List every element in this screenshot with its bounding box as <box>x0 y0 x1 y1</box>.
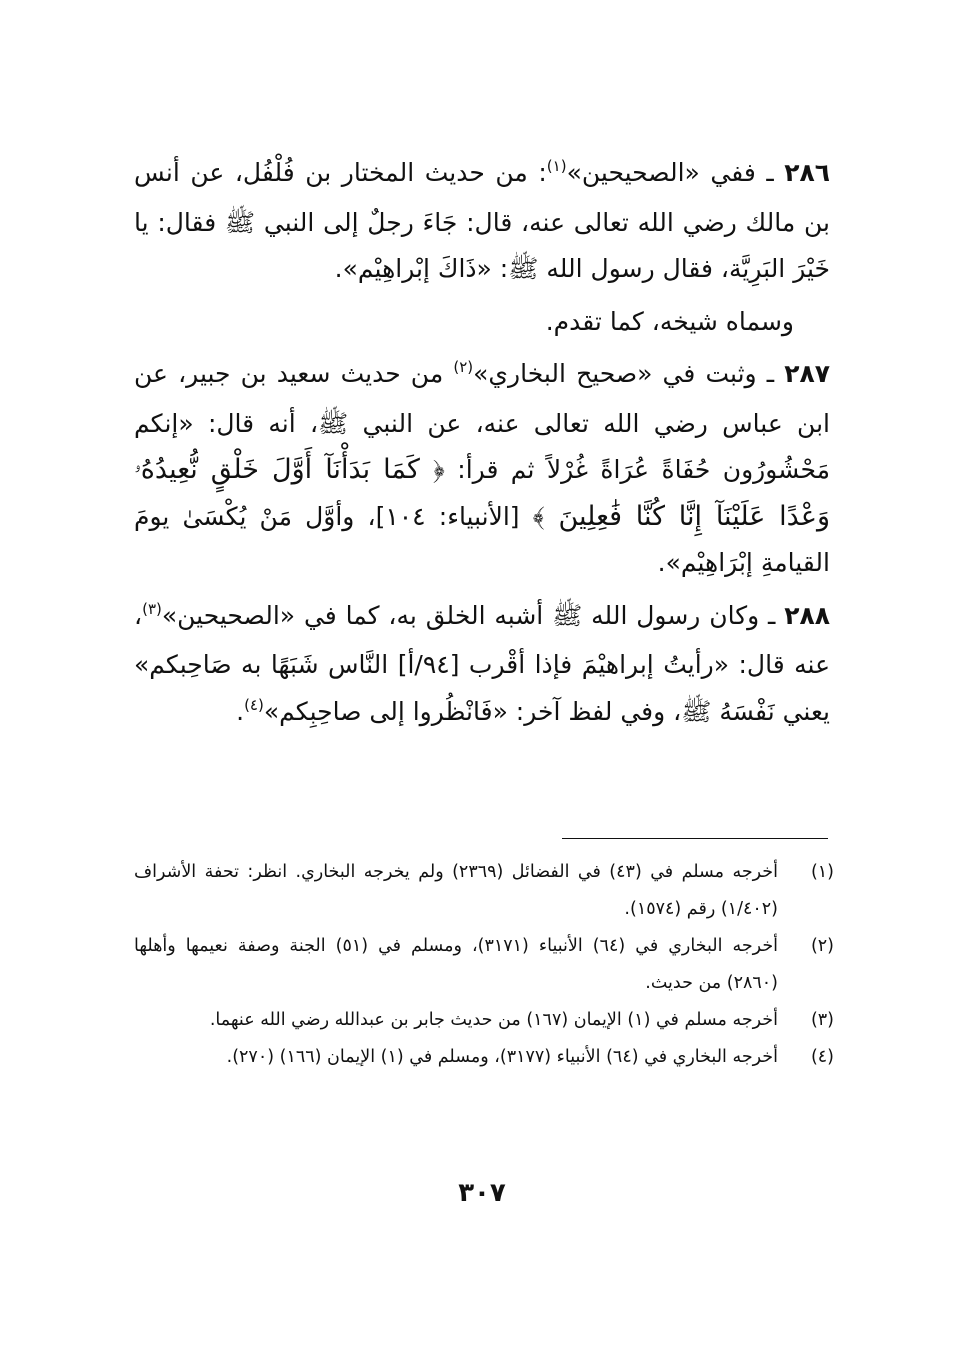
paragraph-text: ـ وثبت في «صحيح البخاري» <box>473 359 785 388</box>
footnote <box>134 1039 834 1076</box>
footnotes <box>134 854 834 1076</box>
footnote-text: أخرجه البخاري في (٦٤) الأنبياء (٣١٧١)، ومسلم في (٥١) الجنة وصفة نعيمها وأهلها (٢٨٦٠) من حديث. <box>134 936 779 993</box>
paragraph-286 <box>134 150 830 293</box>
paragraph-text: ـ ففي «الصحيحين» <box>566 158 785 187</box>
footnote-number: (٣) <box>810 1010 834 1030</box>
paragraph-number: ٢٨٧ <box>784 359 830 388</box>
paragraph-text: ـ وكان رسول الله ﷺ أشبه الخلق به، كما في «الصحيحين» <box>161 600 785 630</box>
footnote <box>134 928 834 1002</box>
page-number: ٣٠٧ <box>458 1178 506 1208</box>
footnote-mark: (٤) <box>244 695 264 714</box>
paragraph-text: ، عنه قال: «رأيتُ إبراهيْمَ فإذا أقْرب [٩٤/أ] النَّاس شَبَهًا به صَاحِبكم» يعني نَفْسَهُ ﷺ، وفي لفظ آخر: «فَانْظُروا إلى صاحِبِكم» <box>134 600 830 726</box>
footnote <box>134 1002 834 1039</box>
paragraph-text: : من حديث المختار بن فُلْفُل، عن أنس بن مالك رضي الله تعالى عنه، قال: جَاءَ رجلٌ إلى النبي ﷺ فقال: يا خَيْرَ البَرِيَّة، فقال رسول الله ﷺ: «ذَاكَ إبْراهِيْم». <box>134 158 830 283</box>
paragraph-number: ٢٨٦ <box>784 158 831 187</box>
main-text <box>134 150 830 744</box>
paragraph-number: ٢٨٨ <box>784 600 830 630</box>
paragraph-288 <box>134 593 830 739</box>
paragraph-text: وسماه شيخه، كما تقدم. <box>545 306 794 336</box>
footnote-text: أخرجه مسلم في (١) الإيمان (١٦٧) من حديث جابر بن عبدالله رضي الله عنهما. <box>209 1010 778 1030</box>
paragraph-note <box>134 299 830 346</box>
paragraph-287 <box>134 351 830 587</box>
footnote-number: (١) <box>810 862 834 882</box>
paragraph-text: من حديث سعيد بن جبير، عن ابن عباس رضي الله تعالى عنه، عن النبي ﷺ، أنه قال: «إنكم مَحْشُورُون حُفَاةً عُرَاةً غُرْلاً ثم قرأ: <box>134 359 830 484</box>
footnote-mark: (٢) <box>453 358 474 376</box>
paragraph-text: . <box>236 696 245 726</box>
footnote <box>134 854 834 928</box>
quran-verse: ﴿ كَمَا بَدَأْنَآ أَوَّلَ خَلْقٍ نُّعِيدُهُۥ وَعْدًا عَلَيْنَآ إِنَّا كُنَّا فَٰعِلِينَ ﴾ <box>134 454 831 532</box>
footnote-number: (٤) <box>810 1047 834 1067</box>
footnote-number: (٢) <box>810 936 834 956</box>
footnote-mark: (٣) <box>142 599 162 618</box>
footnote-separator <box>562 838 828 839</box>
footnote-text: أخرجه البخاري في (٦٤) الأنبياء (٣١٧٧)، ومسلم في (١) الإيمان (١٦٦) (٢٧٠). <box>226 1047 778 1067</box>
footnote-text: أخرجه مسلم في (٤٣) في الفضائل (٢٣٦٩) ولم يخرجه البخاري. انظر: تحفة الأشراف (١/٤٠٢) رقم (١٥٧٤). <box>134 862 778 919</box>
footnote-mark: (١) <box>546 157 567 175</box>
paragraph-text: [الأنبياء: ١٠٤]، وأوَّل مَنْ يُكْسَىٰ يومَ القيامةِ إبْرَاهِيْم». <box>134 501 830 577</box>
